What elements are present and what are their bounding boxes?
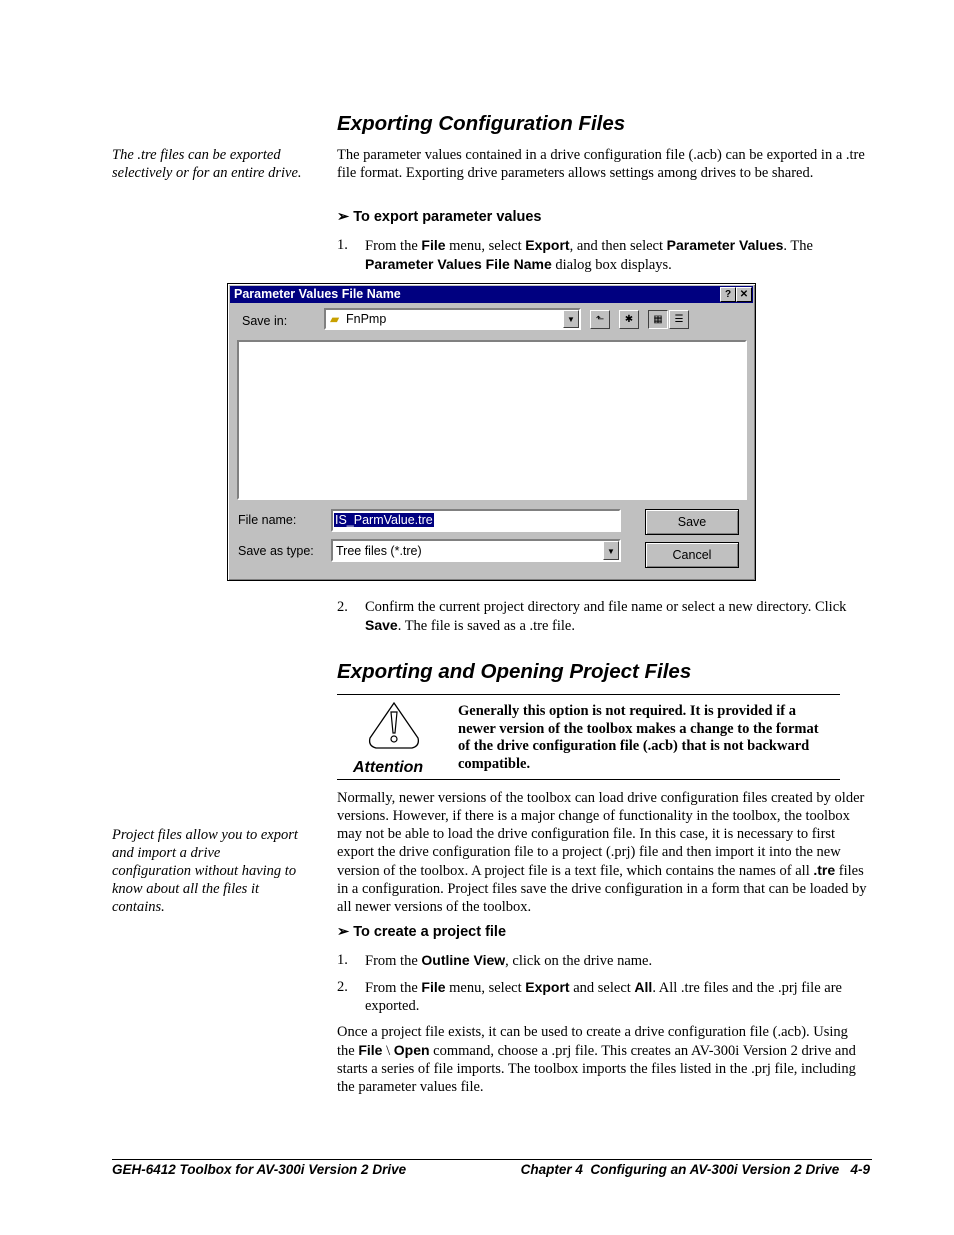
save-as-type-label: Save as type: [238, 544, 314, 558]
attention-rule-bottom [337, 779, 840, 780]
list-view-icon[interactable]: ▦ [648, 310, 668, 329]
details-view-icon[interactable]: ☰ [669, 310, 689, 329]
new-folder-icon[interactable]: ✱ [619, 310, 639, 329]
section-heading: Exporting Configuration Files [337, 112, 626, 135]
close-button[interactable]: ✕ [736, 287, 752, 302]
paragraph: Once a project file exists, it can be used to create a drive configuration file (.acb). Using the File \ Open command, choose a .prj file. This creates an AV-300i Version 2 drive and starts a series of file imports. The toolbox imports the files listed in the .prj file, including the parameter values file. [337, 1024, 856, 1095]
attention-text: Generally this option is not required. It is provided if a newer version of the toolbox makes a change to the format of the drive configuration file (.acb) that is not backward compatible. [458, 703, 819, 772]
file-name-value: IS_ParmValue.tre [335, 513, 433, 527]
folder-icon: ▰ [330, 312, 340, 326]
save-in-dropdown[interactable] [324, 308, 581, 330]
procedure-title [337, 209, 542, 225]
side-note: Project files allow you to export and import a drive configuration without having to know about all the files it contains. [112, 827, 298, 915]
step-text: From the Outline View, click on the drive name. [365, 952, 653, 969]
chevron-down-icon[interactable]: ▼ [563, 310, 579, 328]
step-text: Confirm the current project directory and file name or select a new directory. Click Save. The file is saved as a .tre file. [365, 599, 847, 634]
procedure-title [337, 924, 506, 940]
side-note: The .tre files can be exported selectively or for an entire drive. [112, 147, 302, 181]
step-number: 2. [337, 599, 348, 615]
step-1 [337, 236, 867, 274]
paragraph: Normally, newer versions of the toolbox can load drive configuration files created by older versions. However, if there is a major change of functionality in the toolbox, the toolbox may not be able to load the drive configuration file. In this case, it is necessary to first export the drive configuration file to a project (.prj) file and then import it into the new version of the toolbox. A project file is a text file, which contains the names of all .tre files in a configuration. Project files save the drive configuration in a form that can be loaded by all newer versions of the toolbox. [337, 790, 867, 915]
save-button[interactable]: Save [645, 509, 739, 535]
step-2 [337, 598, 867, 635]
parameter-values-file-name-dialog [227, 283, 756, 581]
section-heading: Exporting and Opening Project Files [337, 660, 692, 683]
save-as-type-value: Tree files (*.tre) [336, 544, 422, 558]
step-text: From the File menu, select Export, and then select Parameter Values. The Parameter Values File Name dialog box displays. [365, 237, 813, 273]
step-1 [337, 951, 867, 970]
arrow-bullet-icon: ➢ [337, 209, 350, 225]
footer-rule [112, 1159, 872, 1160]
procedure-title-text: To create a project file [353, 924, 507, 940]
save-as-type-dropdown[interactable] [331, 539, 621, 562]
step-number: 2. [337, 979, 348, 995]
up-folder-icon[interactable]: ⬑ [590, 310, 610, 329]
help-button[interactable]: ? [720, 287, 736, 302]
step-2 [337, 978, 867, 1015]
step-text: From the File menu, select Export and select All. All .tre files and the .prj file are exported. [365, 979, 842, 1014]
save-in-label: Save in: [242, 314, 288, 328]
save-in-value: FnPmp [346, 312, 387, 326]
chevron-down-icon[interactable]: ▼ [603, 541, 619, 560]
step-number: 1. [337, 952, 348, 968]
procedure-title-text: To export parameter values [353, 209, 542, 225]
file-name-label: File name: [238, 513, 297, 527]
step-number: 1. [337, 237, 348, 253]
file-list[interactable] [237, 340, 747, 500]
warning-icon [366, 700, 422, 752]
dialog-title: Parameter Values File Name [234, 287, 401, 301]
intro-paragraph: The parameter values contained in a drive configuration file (.acb) can be exported in a .tre file format. Exporting drive parameters allows settings among drives to be shared. [337, 147, 865, 181]
attention-label: Attention [353, 759, 424, 776]
footer-right: Chapter 4 Configuring an AV-300i Version 2 Drive 4-9 [520, 1162, 870, 1177]
dialog-title-bar [230, 286, 753, 303]
attention-rule-top [337, 694, 840, 695]
cancel-button[interactable]: Cancel [645, 542, 739, 568]
file-name-input[interactable] [331, 509, 621, 532]
footer-left: GEH-6412 Toolbox for AV-300i Version 2 Drive [112, 1162, 407, 1177]
arrow-bullet-icon: ➢ [337, 924, 350, 940]
